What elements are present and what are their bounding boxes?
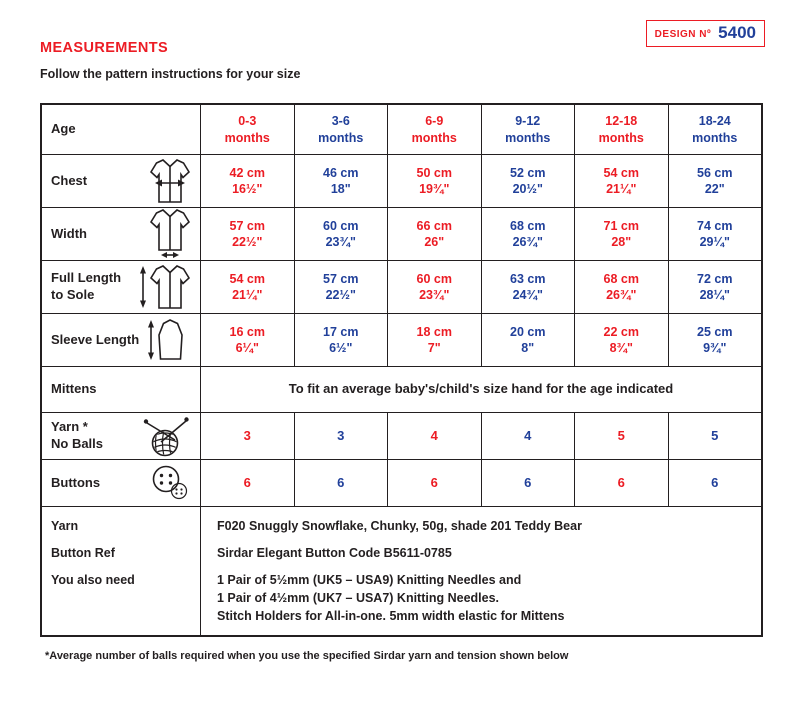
age-range: 0-3 bbox=[238, 114, 257, 129]
button-count-cell: 6 bbox=[387, 460, 481, 506]
inches-value: 20½" bbox=[512, 182, 543, 196]
age-unit: months bbox=[505, 130, 551, 145]
measurement-cell bbox=[574, 314, 668, 366]
sleeve-length-arrow-icon bbox=[144, 318, 190, 362]
buttons-row-label: Buttons bbox=[51, 474, 101, 490]
age-range: 18-24 bbox=[698, 114, 731, 129]
cm-value: 18 cm bbox=[416, 324, 452, 339]
cm-value: 25 cm bbox=[697, 324, 733, 339]
measurement-cell bbox=[668, 314, 762, 366]
measurement-cell bbox=[294, 261, 388, 313]
measurement-cell bbox=[668, 155, 762, 207]
button-count-cell: 6 bbox=[294, 460, 388, 506]
ball-count-cell: 4 bbox=[387, 413, 481, 459]
age-cell bbox=[387, 105, 481, 154]
inches-value: 19¾" bbox=[419, 182, 450, 196]
you-also-need-value: 1 Pair of 5½mm (UK5 – USA9) Knitting Needles and 1 Pair of 4½mm (UK7 – USA7) Knitting Needles. Stitch Holders for All-in-one. 5mm width elastic for Mittens bbox=[217, 573, 565, 623]
table-row-full-length bbox=[42, 260, 761, 313]
ball-count-cell: 4 bbox=[481, 413, 575, 459]
age-range: 12-18 bbox=[605, 114, 638, 129]
age-unit: months bbox=[598, 130, 644, 145]
full-length-row-label: Full Length to Sole bbox=[51, 270, 122, 302]
age-range: 6-9 bbox=[425, 114, 444, 129]
measurement-cell bbox=[200, 155, 294, 207]
button-count-cell: 6 bbox=[668, 460, 762, 506]
measurement-cell bbox=[574, 155, 668, 207]
measurement-cell bbox=[668, 208, 762, 260]
cm-value: 71 cm bbox=[603, 218, 639, 233]
garment-length-arrow-icon bbox=[137, 264, 190, 310]
mittens-row-label: Mittens bbox=[51, 381, 97, 397]
button-count-cell: 6 bbox=[481, 460, 575, 506]
inches-value: 26" bbox=[424, 235, 445, 249]
cm-value: 16 cm bbox=[229, 324, 265, 339]
yarn-detail-label: Yarn bbox=[51, 519, 79, 533]
cm-value: 56 cm bbox=[697, 165, 733, 180]
cm-value: 63 cm bbox=[510, 271, 546, 286]
table-row-mittens bbox=[42, 366, 761, 412]
ball-count-cell: 3 bbox=[294, 413, 388, 459]
cm-value: 74 cm bbox=[697, 218, 733, 233]
cm-value: 60 cm bbox=[416, 271, 452, 286]
yarn-balls-row-label: Yarn * No Balls bbox=[51, 419, 104, 451]
measurement-cell bbox=[387, 314, 481, 366]
cm-value: 42 cm bbox=[229, 165, 265, 180]
measurement-cell bbox=[294, 208, 388, 260]
buttons-icon bbox=[148, 464, 190, 502]
inches-value: 9¾" bbox=[703, 341, 727, 355]
table-row-width bbox=[42, 207, 761, 260]
chest-row-label: Chest bbox=[51, 172, 88, 188]
age-range: 9-12 bbox=[515, 114, 541, 129]
inches-value: 24¾" bbox=[512, 288, 543, 302]
balls-footnote: *Average number of balls required when you use the specified Sirdar yarn and tension shown below bbox=[45, 650, 569, 662]
yarn-ball-needles-icon bbox=[142, 415, 190, 457]
measurement-cell bbox=[294, 314, 388, 366]
measurement-cell bbox=[481, 155, 575, 207]
cm-value: 54 cm bbox=[603, 165, 639, 180]
inches-value: 22" bbox=[704, 182, 725, 196]
button-ref-label: Button Ref bbox=[51, 546, 115, 560]
measurement-cell bbox=[294, 155, 388, 207]
inches-value: 28" bbox=[611, 235, 632, 249]
inches-value: 6¼" bbox=[235, 341, 259, 355]
width-row-label: Width bbox=[51, 225, 87, 241]
ball-count-cell: 3 bbox=[200, 413, 294, 459]
cm-value: 46 cm bbox=[323, 165, 359, 180]
ball-count-cell: 5 bbox=[574, 413, 668, 459]
inches-value: 18" bbox=[330, 182, 351, 196]
cm-value: 22 cm bbox=[603, 324, 639, 339]
design-number-box bbox=[646, 20, 765, 47]
measurement-cell bbox=[387, 208, 481, 260]
design-number: 5400 bbox=[718, 23, 756, 42]
measurement-cell bbox=[481, 314, 575, 366]
button-count-cell: 6 bbox=[200, 460, 294, 506]
inches-value: 22½" bbox=[325, 288, 356, 302]
inches-value: 26¾" bbox=[512, 235, 543, 249]
cm-value: 20 cm bbox=[510, 324, 546, 339]
ball-count-cell: 5 bbox=[668, 413, 762, 459]
age-unit: months bbox=[318, 130, 364, 145]
age-cell bbox=[294, 105, 388, 154]
cm-value: 57 cm bbox=[323, 271, 359, 286]
mittens-note: To fit an average baby's/child's size hand for the age indicated bbox=[288, 381, 674, 397]
inches-value: 16½" bbox=[232, 182, 263, 196]
inches-value: 8¾" bbox=[609, 341, 633, 355]
table-row-yarn-balls bbox=[42, 412, 761, 459]
cm-value: 68 cm bbox=[510, 218, 546, 233]
inches-value: 7" bbox=[427, 341, 441, 355]
sleeve-row-label: Sleeve Length bbox=[51, 331, 140, 347]
inches-value: 28¼" bbox=[699, 288, 730, 302]
button-count-cell: 6 bbox=[574, 460, 668, 506]
measurement-cell bbox=[200, 314, 294, 366]
inches-value: 26¾" bbox=[606, 288, 637, 302]
age-unit: months bbox=[224, 130, 270, 145]
garment-chest-width-arrow-icon bbox=[150, 158, 190, 204]
inches-value: 22½" bbox=[232, 235, 263, 249]
measurement-cell bbox=[574, 261, 668, 313]
inches-value: 8" bbox=[521, 341, 535, 355]
button-ref-value: Sirdar Elegant Button Code B5611-0785 bbox=[217, 546, 452, 560]
inches-value: 21¼" bbox=[606, 182, 637, 196]
cm-value: 54 cm bbox=[229, 271, 265, 286]
inches-value: 23¾" bbox=[325, 235, 356, 249]
cm-value: 57 cm bbox=[229, 218, 265, 233]
age-cell bbox=[481, 105, 575, 154]
measurement-cell bbox=[387, 261, 481, 313]
measurement-cell bbox=[481, 261, 575, 313]
cm-value: 50 cm bbox=[416, 165, 452, 180]
cm-value: 52 cm bbox=[510, 165, 546, 180]
measurement-cell bbox=[481, 208, 575, 260]
materials-details-section bbox=[42, 506, 761, 635]
measurement-cell bbox=[200, 208, 294, 260]
table-row-chest bbox=[42, 154, 761, 207]
page-title: MEASUREMENTS bbox=[40, 40, 169, 56]
yarn-detail-value: F020 Snuggly Snowflake, Chunky, 50g, shade 201 Teddy Bear bbox=[217, 519, 582, 533]
age-cell bbox=[574, 105, 668, 154]
design-label: DESIGN Nº bbox=[654, 29, 712, 40]
garment-hem-width-arrow-icon bbox=[150, 209, 190, 259]
age-cell bbox=[668, 105, 762, 154]
age-unit: months bbox=[411, 130, 457, 145]
cm-value: 68 cm bbox=[603, 271, 639, 286]
measurement-cell bbox=[574, 208, 668, 260]
inches-value: 21¼" bbox=[232, 288, 263, 302]
measurement-cell bbox=[668, 261, 762, 313]
table-row-sleeve-length bbox=[42, 313, 761, 366]
age-unit: months bbox=[692, 130, 738, 145]
measurement-cell bbox=[387, 155, 481, 207]
table-row-age bbox=[42, 105, 761, 154]
inches-value: 23¾" bbox=[419, 288, 450, 302]
age-cell bbox=[200, 105, 294, 154]
cm-value: 17 cm bbox=[323, 324, 359, 339]
you-also-need-label: You also need bbox=[51, 573, 135, 587]
page-subtitle: Follow the pattern instructions for your size bbox=[40, 67, 301, 81]
cm-value: 60 cm bbox=[323, 218, 359, 233]
measurements-table bbox=[40, 103, 763, 637]
inches-value: 6½" bbox=[329, 341, 353, 355]
measurement-cell bbox=[200, 261, 294, 313]
cm-value: 72 cm bbox=[697, 271, 733, 286]
table-row-buttons bbox=[42, 459, 761, 506]
age-range: 3-6 bbox=[331, 114, 350, 129]
age-row-label: Age bbox=[51, 121, 76, 137]
inches-value: 29¼" bbox=[699, 235, 730, 249]
cm-value: 66 cm bbox=[416, 218, 452, 233]
